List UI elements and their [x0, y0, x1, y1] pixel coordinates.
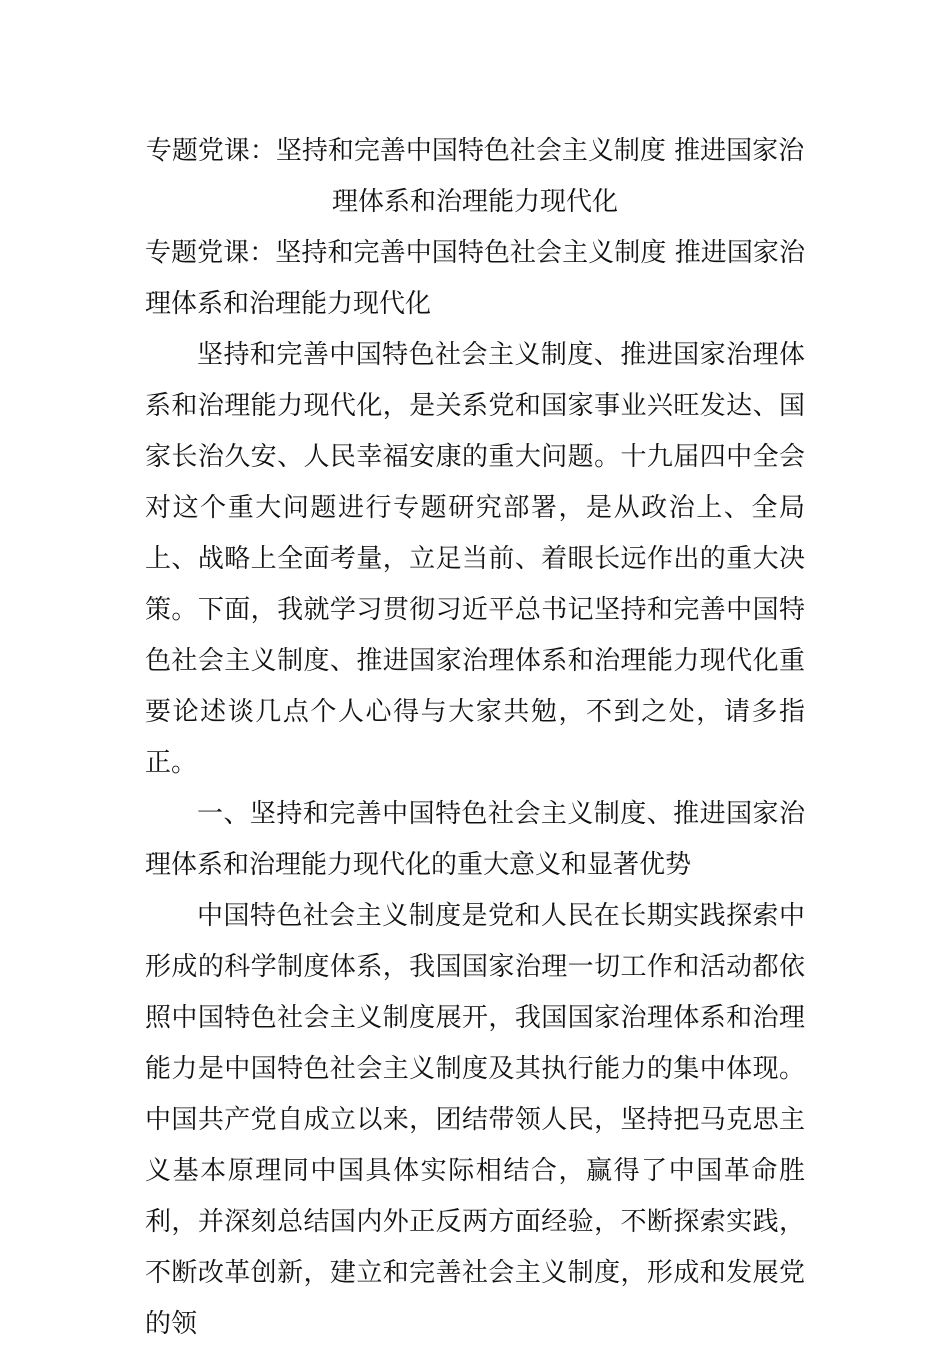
- section-heading-1: 一、坚持和完善中国特色社会主义制度、推进国家治理体系和治理能力现代化的重大意义和显著优势: [145, 799, 805, 880]
- document-title: 专题党课：坚持和完善中国特色社会主义制度 推进国家治理体系和治理能力现代化: [145, 136, 805, 217]
- paragraph-intro: 坚持和完善中国特色社会主义制度、推进国家治理体系和治理能力现代化，是关系党和国家事业兴旺发达、国家长治久安、人民幸福安康的重大问题。十九届四中全会对这个重大问题进行专题研究部署，是从政治上、全局上、战略上全面考量，立足当前、着眼长远作出的重大决策。下面，我就学习贯彻习近平总书记坚持和完善中国特色社会主义制度、推进国家治理体系和治理能力现代化重要论述谈几点个人心得与大家共勉，不到之处，请多指正。: [145, 340, 805, 778]
- document-subtitle: 专题党课：坚持和完善中国特色社会主义制度 推进国家治理体系和治理能力现代化: [145, 238, 805, 319]
- paragraph-section-1: 中国特色社会主义制度是党和人民在长期实践探索中形成的科学制度体系，我国国家治理一切工作和活动都依照中国特色社会主义制度展开，我国国家治理体系和治理能力是中国特色社会主义制度及其执行能力的集中体现。中国共产党自成立以来，团结带领人民，坚持把马克思主义基本原理同中国具体实际相结合，赢得了中国革命胜利，并深刻总结国内外正反两方面经验，不断探索实践，不断改革创新，建立和完善社会主义制度，形成和发展党的领: [145, 901, 805, 1339]
- document-body: [145, 228, 805, 1350]
